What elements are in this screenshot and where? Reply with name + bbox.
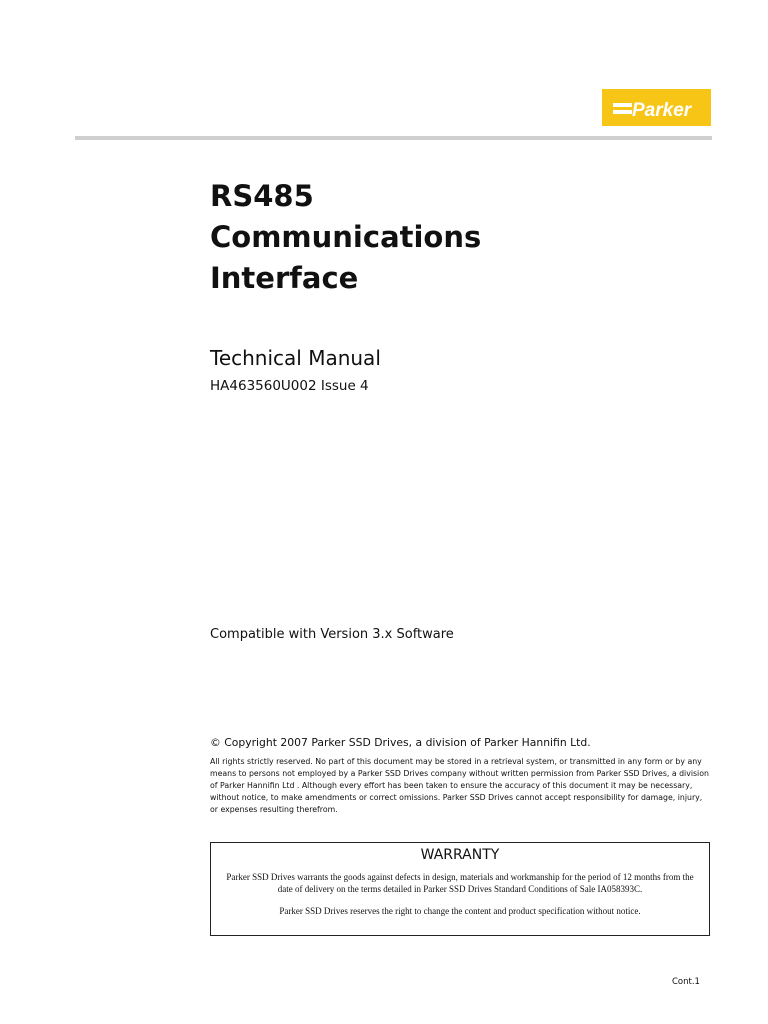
warranty-notice: Parker SSD Drives reserves the right to change the content and product specification without notice. <box>279 906 641 916</box>
title-line: RS485 <box>210 179 314 213</box>
title-line: Interface <box>210 261 359 295</box>
document-title <box>210 176 481 299</box>
parker-logo <box>602 89 711 126</box>
parker-logo-bar <box>613 110 632 114</box>
warranty-heading: WARRANTY <box>420 847 500 863</box>
software-compatibility: Compatible with Version 3.x Software <box>210 627 454 642</box>
warranty-box <box>210 842 710 936</box>
copyright-notice: © Copyright 2007 Parker SSD Drives, a division of Parker Hannifin Ltd. <box>210 736 591 749</box>
document-number: HA463560U002 Issue 4 <box>210 378 369 394</box>
title-line: Communications <box>210 220 482 254</box>
page-number: Cont.1 <box>672 977 700 987</box>
parker-logo-text: Parker <box>632 100 692 121</box>
header-divider <box>75 136 712 140</box>
warranty-text: Parker SSD Drives warrants the goods against defects in design, materials and workmanship for the period of 12 months from the date of delivery on the terms detailed in Parker SSD Drives Standard Conditions of Sale IA058393C. <box>226 872 694 894</box>
rights-statement: All rights strictly reserved. No part of this document may be stored in a retrieval system, or transmitted in any form or by any means to persons not employed by a Parker SSD Drives company without written permission from Parker SSD Drives, a division of Parker Hannifin Ltd . Although every effort has been taken to ensure the accuracy of this document it may be necessary, without notice, to make amendments or correct omissions. Parker SSD Drives cannot accept responsibility for damage, injury, or expenses resulting therefrom. <box>210 757 709 814</box>
warranty-body <box>225 871 695 917</box>
document-subtitle: Technical Manual <box>210 346 381 370</box>
parker-logo-mark <box>602 89 711 126</box>
parker-logo-bar <box>613 103 632 107</box>
